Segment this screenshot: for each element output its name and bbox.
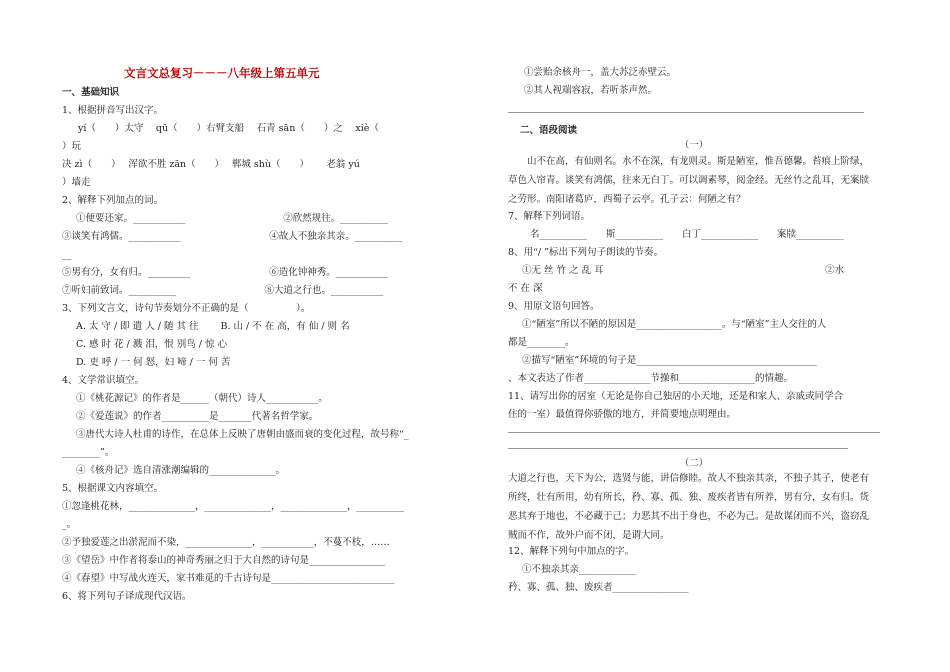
question-11-line: 住的一室）最值得你骄傲的地方，并简要地点明理由。: [508, 409, 737, 420]
question-5-line: _。: [62, 519, 77, 530]
answer-line: [508, 112, 864, 113]
question-8-line: ①无 丝 竹 之 乱 耳 ②水: [522, 265, 845, 276]
question-6: 6、将下列句子译成现代汉语。: [62, 591, 192, 602]
passage-1-text: 山不在高，有仙则名。水不在深，有龙则灵。斯是陋室，惟吾德馨。苔痕上阶绿，草色入帘青。谈笑有鸿儒，往来无白丁。可以调素琴，阅金经。无丝竹之乱耳，无案牍之劳形。南阳诸葛庐，西蜀子云亭。孔子云：何陋之有？: [508, 156, 870, 205]
passage-2-text: 大道之行也，天下为公，选贤与能，讲信修睦。故人不独亲其亲，不独子其子，使老有所终，壮有所用，幼有所长，矜、寡、孤、独、废疾者皆有所养，男有分，女有归。货恶其弃于地也，不必藏于己；力恶其不出于身也，不必为己。是故谋闭而不兴，盗窃乱贼而不作，故外户而不闭，是谓大同。: [508, 473, 870, 541]
question-2-line: ⑤男有分，女有归。_________ ⑥造化钟神秀。___________: [62, 267, 389, 278]
question-3-option: D. 吏 呼 / 一 何 怒，妇 啼 / 一 何 苦: [76, 357, 231, 368]
section-heading-basics: 一、基础知识: [62, 87, 120, 98]
question-2-line: ③谈笑有鸿儒。___________ ④故人不独亲其亲。__________: [62, 231, 403, 242]
question-8: 8、用“/ ”标出下列句子朗读的节奏。: [508, 247, 663, 258]
question-5-line: ③《望岳》中作者将泰山的神奇秀丽之归于大自然的诗句是________________: [62, 555, 386, 566]
question-4-line: ②《爱莲说》的作者__________是_______代著名哲学家。: [76, 411, 319, 422]
answer-line: [508, 448, 848, 449]
question-7: 7、解释下列词语。: [508, 211, 591, 222]
question-4-line: ①《桃花源记》的作者是______（朝代）诗人___________。: [76, 393, 328, 404]
question-9-line: ②描写“陋室”环境的句子是______________________________________: [522, 355, 817, 366]
page-title: 文言文总复习－－－八年级上第五单元: [124, 66, 320, 80]
passage-1-label: （一）: [679, 140, 709, 151]
answer-line: [508, 432, 880, 433]
question-12-line: ①不独亲其亲____________: [522, 564, 637, 575]
question-1-line: ）墙走: [62, 177, 91, 188]
question-7-line: 名__________ 斯__________ 白丁____________ 案牍__________: [508, 229, 844, 240]
question-4-line: ③唐代大诗人杜甫的诗作，在总体上反映了唐朝由盛而衰的变化过程，故号称“_: [76, 429, 409, 440]
question-1-line: yí（ ）太守 qū（ ）右臂支船 石青 sān（ ）之 xiè（: [78, 123, 379, 134]
question-1-line: ）玩: [62, 141, 82, 152]
question-4-line: ④《核舟记》选自清涨潮编辑的______________。: [76, 465, 286, 476]
question-12-line: 矜、寡、孤、独、废疾者________________: [508, 582, 689, 593]
question-12: 12、解释下列句中加点的字。: [508, 546, 635, 557]
section-heading-reading: 二、语段阅读: [520, 125, 578, 136]
question-5: 5、根据课文内容填空。: [62, 483, 164, 494]
question-2: 2、解释下列加点的词。: [62, 195, 164, 206]
question-2-line: ①便要还家。___________ ②欣然规往。__________: [76, 213, 388, 224]
question-9-line: ①“陋室”所以不陋的原因是__________________。与“陋室”主人交往的人: [522, 319, 827, 330]
question-4-line: ________”。: [62, 447, 115, 458]
question-1: 1、根据拼音写出汉字。: [62, 105, 164, 116]
translation-sentence-1: ①尝贻余核舟一，盖大苏泛赤壁云。: [524, 67, 677, 78]
question-5-line: ②予独爱莲之出淤泥而不染，______________，___________，不蔓不枝，……: [62, 537, 390, 548]
question-9: 9、用原文语句回答。: [508, 301, 600, 312]
question-2-line: ⑦听妇前致词。__________ ⑧大道之行也。___________: [62, 285, 384, 296]
question-9-line: 都是________。: [508, 337, 575, 348]
question-11: 11、请写出你的居室（无论是你自己独居的小天地，还是和家人、亲戚或同学合: [508, 391, 844, 402]
question-3: 3、下列文言文，诗句节奏划分不正确的是（ ）。: [62, 303, 311, 314]
question-8-line: 不 在 深: [508, 283, 543, 294]
question-3-option: C. 感 时 花 / 溅 泪，恨 别鸟 / 惊 心: [76, 339, 228, 350]
question-2-line: __: [62, 249, 72, 260]
question-10: 、本文表达了作者______________节操和________________的情趣。: [508, 373, 794, 384]
question-1-line: 决 zì（ ） 浑欲不胜 zān（ ） 郸城 shù（ ） 老翁 yú: [62, 159, 360, 170]
passage-2-label: （二）: [679, 458, 709, 469]
question-5-line: ①忽逢桃花林，______________，______________，______________，__________: [62, 501, 405, 512]
question-4: 4、文学常识填空。: [62, 375, 145, 386]
translation-sentence-2: ②其人视端容寂，若听茶声然。: [524, 85, 658, 96]
question-5-line: ④《春望》中写战火连天，家书难觅的千古诗句是__________________________: [62, 573, 395, 584]
question-3-option: A. 太 守 / 即 遣 人 / 随 其 往 B. 山 / 不 在 高，有 仙 / 则 名: [76, 321, 350, 332]
